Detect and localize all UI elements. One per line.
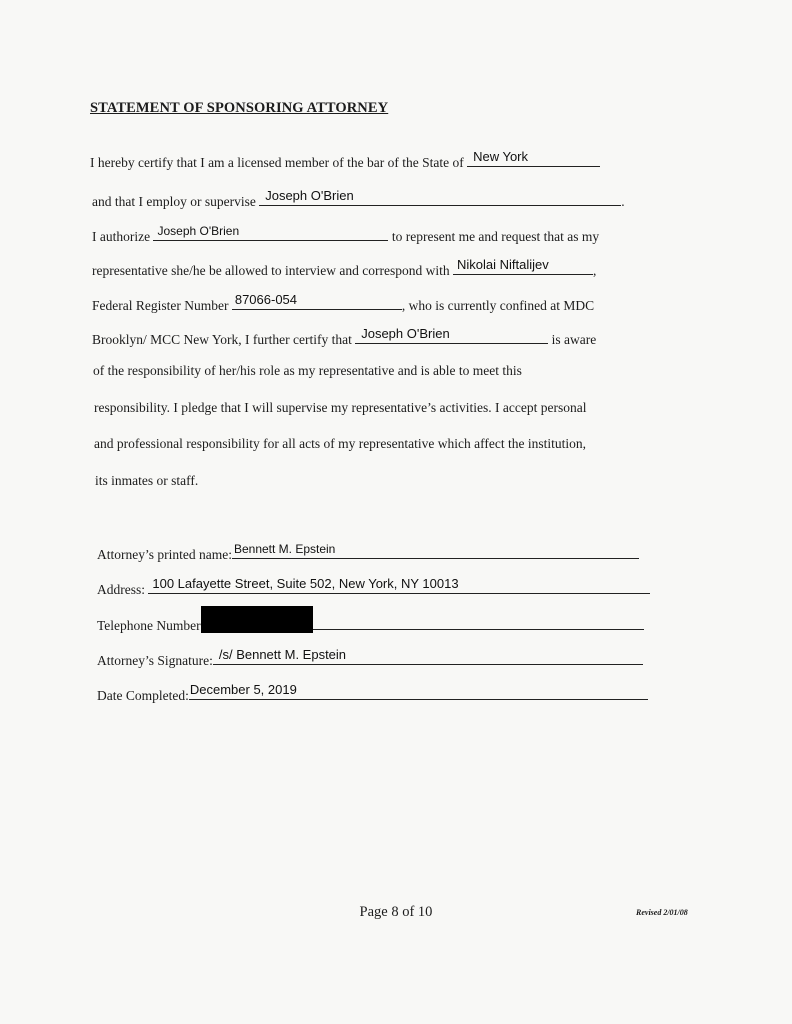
body-text: representative she/he be allowed to interview and correspond with: [92, 263, 450, 278]
state-value: New York: [473, 149, 529, 164]
signature-field[interactable]: [213, 648, 643, 665]
signature-label: Attorney’s Signature:: [97, 653, 213, 668]
page-number: Page 8 of 10: [359, 904, 433, 920]
body-text: , who is currently confined at MDC: [401, 298, 595, 313]
printed-name-row: [97, 542, 639, 563]
telephone-label: Telephone Number: [97, 618, 201, 633]
body-text: Federal Register Number: [92, 298, 229, 313]
body-text: to represent me and request that as my: [391, 229, 600, 244]
body-text: .: [621, 194, 625, 209]
body-text: ,: [593, 263, 597, 278]
printed-name-field[interactable]: [232, 542, 639, 559]
body-line-1: [90, 150, 600, 171]
register-number-value: 87066-054: [234, 292, 298, 307]
supervisee-field[interactable]: [259, 189, 621, 206]
telephone-field[interactable]: [201, 613, 644, 630]
address-row: [97, 577, 650, 598]
revision-note: Revised 2/01/08: [636, 908, 688, 917]
printed-name-value: Bennett M. Epstein: [233, 542, 336, 556]
body-line-10: its inmates or staff.: [95, 473, 199, 488]
body-line-4: [92, 258, 596, 279]
address-label: Address:: [97, 582, 145, 597]
date-row: [97, 683, 648, 704]
address-field[interactable]: [148, 577, 650, 594]
redaction-box: [201, 606, 313, 633]
address-value: 100 Lafayette Street, Suite 502, New York, NY 10013: [152, 576, 459, 591]
body-text: I authorize: [92, 229, 151, 244]
body-line-5: [92, 293, 594, 314]
authorized-field[interactable]: [153, 224, 388, 241]
body-line-2: [92, 189, 625, 210]
representative-field[interactable]: [355, 327, 548, 344]
date-field[interactable]: [189, 683, 648, 700]
register-number-field[interactable]: [232, 293, 402, 310]
document-title: STATEMENT OF SPONSORING ATTORNEY: [90, 100, 389, 116]
state-field[interactable]: [467, 150, 600, 167]
date-label: Date Completed:: [97, 688, 189, 703]
inmate-field[interactable]: [453, 258, 593, 275]
body-line-9: and professional responsibility for all acts of my representative which affect the institution,: [94, 436, 586, 451]
inmate-value: Nikolai Niftalijev: [457, 257, 549, 272]
authorized-value: Joseph O'Brien: [157, 224, 240, 238]
supervisee-value: Joseph O'Brien: [265, 188, 354, 203]
printed-name-label: Attorney’s printed name:: [97, 547, 232, 562]
telephone-row: [97, 613, 644, 634]
body-line-3: [92, 224, 599, 245]
representative-value: Joseph O'Brien: [361, 326, 450, 341]
body-text: I hereby certify that I am a licensed member of the bar of the State of: [90, 155, 464, 170]
signature-value: /s/ Bennett M. Epstein: [218, 647, 347, 662]
date-value: December 5, 2019: [189, 682, 297, 697]
body-line-7: of the responsibility of her/his role as my representative and is able to meet this: [93, 363, 522, 378]
signature-row: [97, 648, 643, 669]
body-line-6: [92, 327, 596, 348]
body-text: is aware: [551, 332, 597, 347]
body-text: Brooklyn/ MCC New York, I further certify that: [92, 332, 352, 347]
body-text: and that I employ or supervise: [92, 194, 256, 209]
body-line-8: responsibility. I pledge that I will supervise my representative’s activities. I accept personal: [94, 400, 587, 415]
